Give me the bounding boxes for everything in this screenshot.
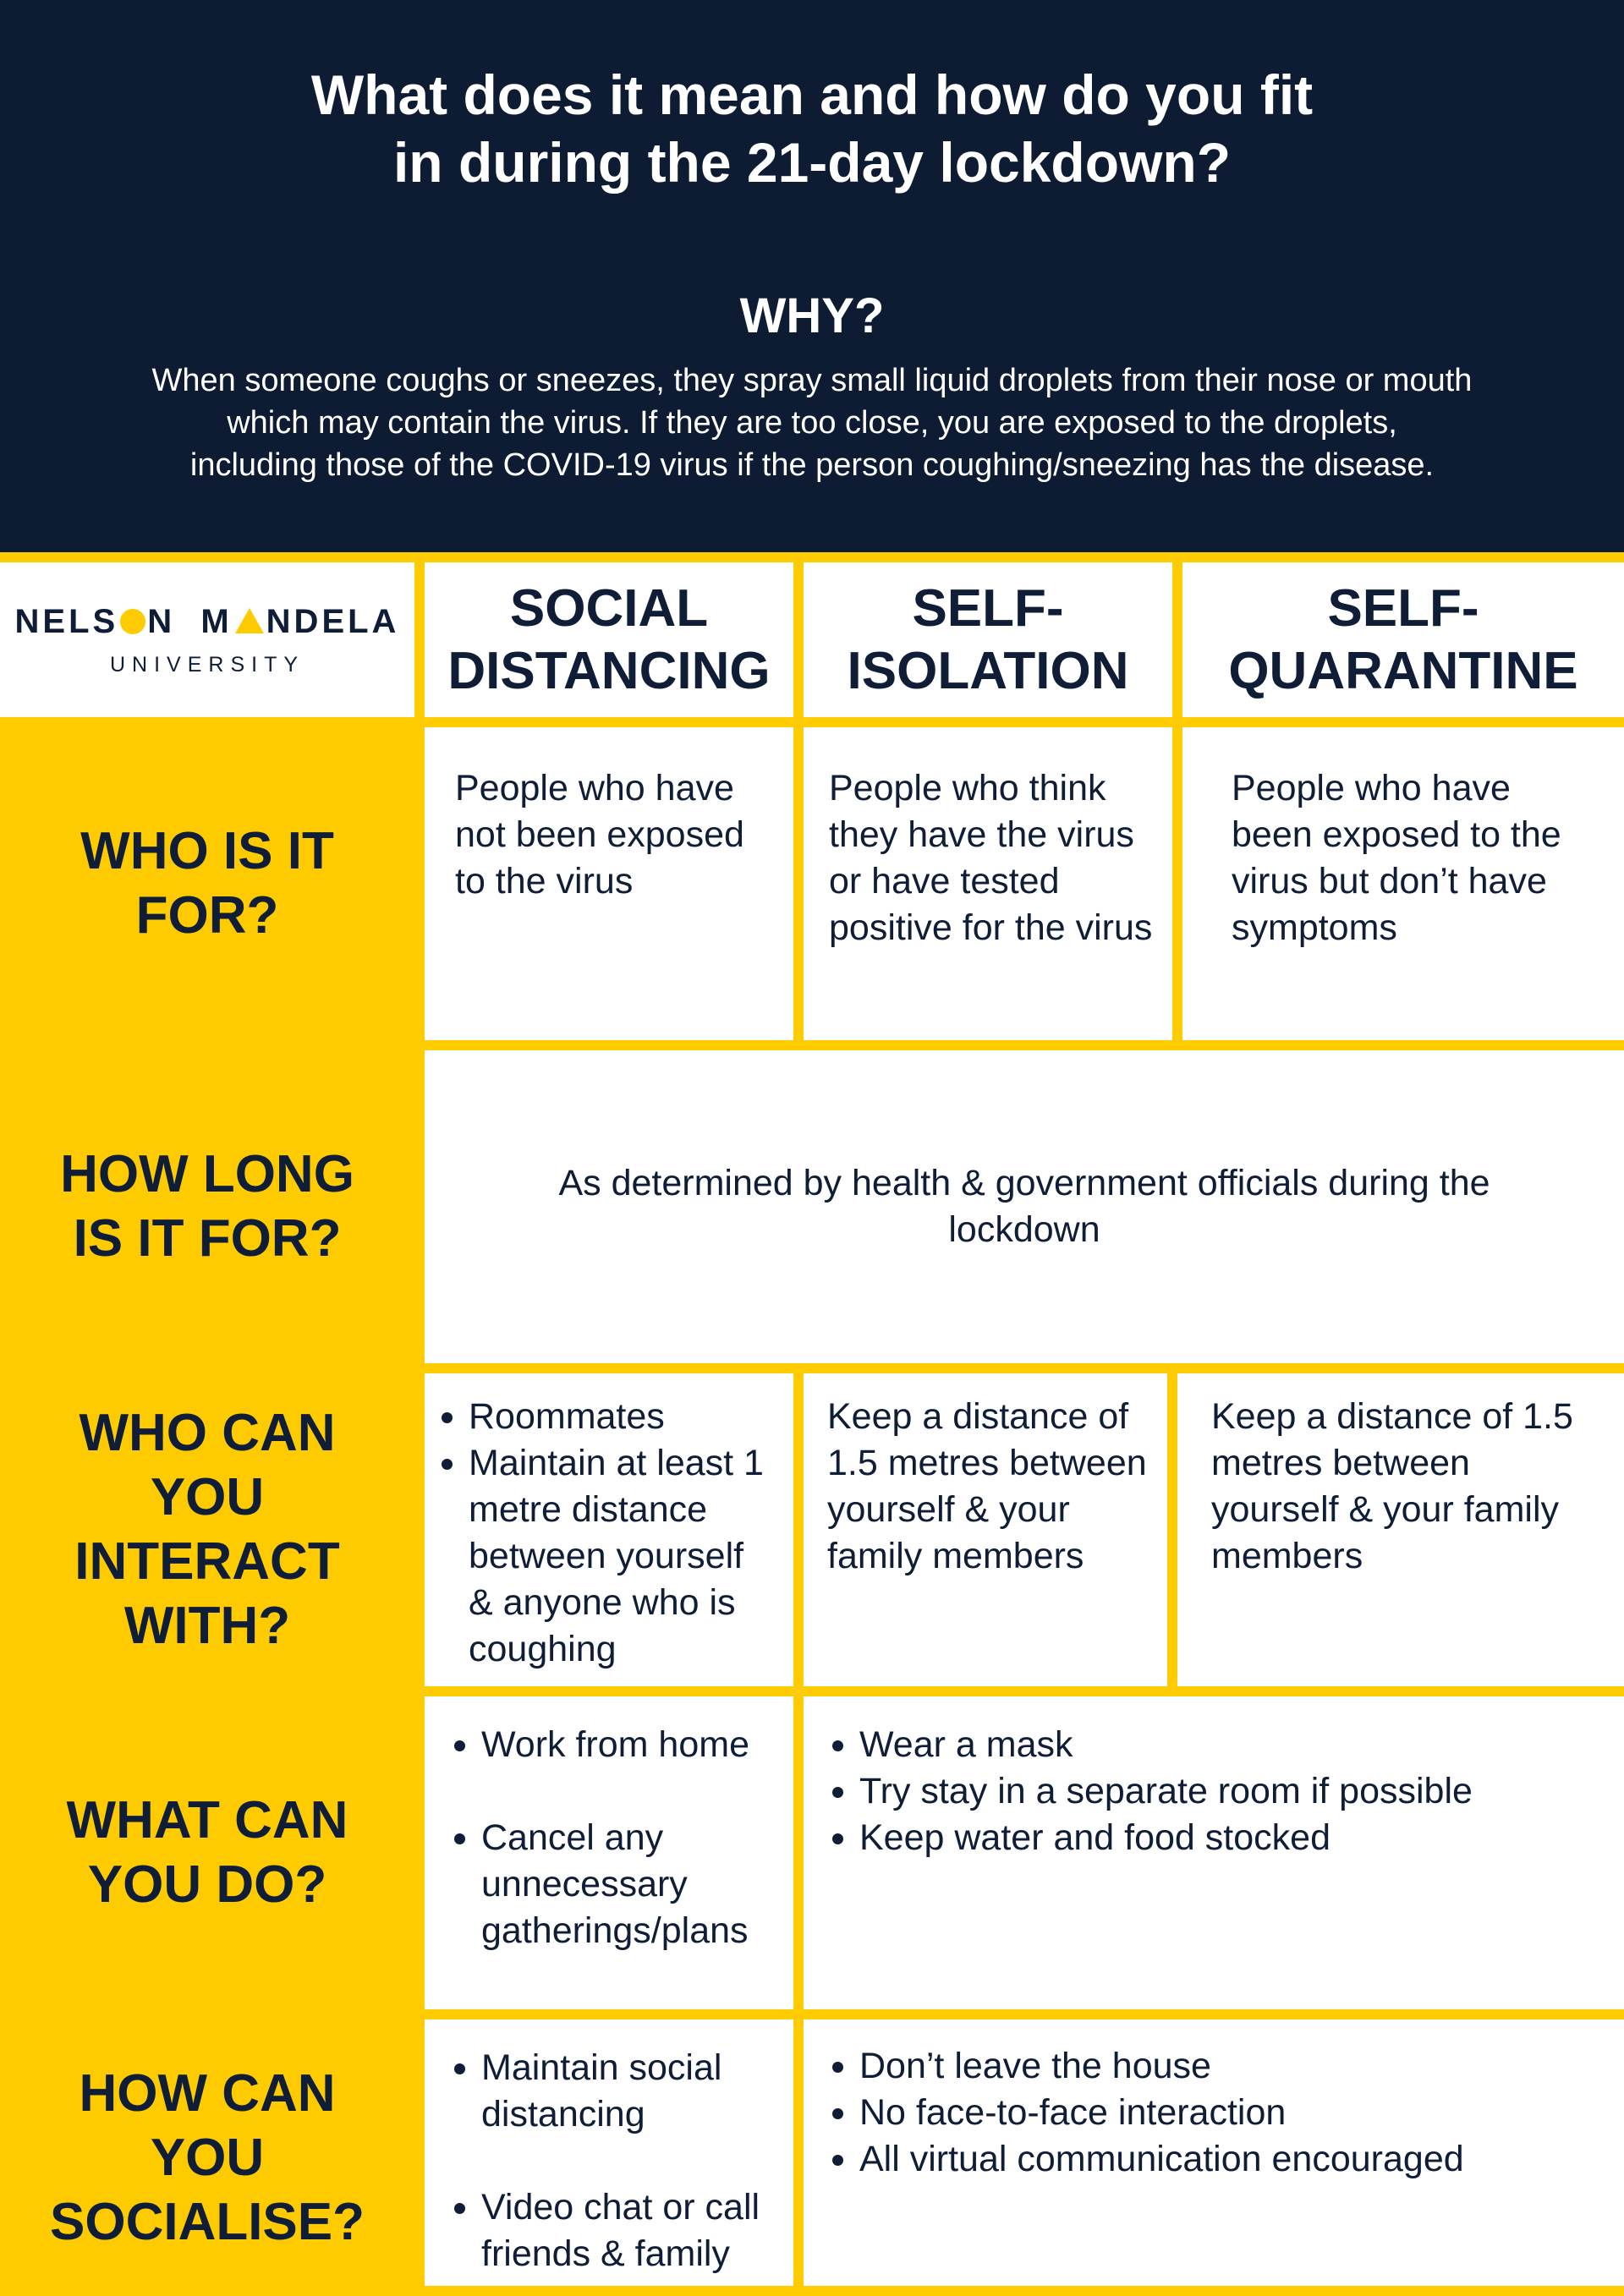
why-line-1: When someone coughs or sneezes, they spray small liquid droplets from their nose or mouth: [151, 363, 1473, 398]
socialise-social-list: [446, 2045, 780, 2277]
list-item: Keep water and food stocked: [824, 1815, 1590, 1861]
logo-dot-icon: [120, 609, 145, 634]
column-heading-self-quarantine: SELF- QUARANTINE: [1182, 562, 1624, 717]
row-label-what-do: WHAT CAN YOU DO?: [66, 1791, 348, 1914]
interact-social-list: [433, 1394, 775, 1673]
list-item: Maintain at least 1 metre distance between yourself & anyone who is coughing: [433, 1440, 775, 1673]
what-do-other-list: [824, 1722, 1590, 1861]
list-item: Maintain social distancing: [446, 2045, 780, 2138]
list-item: Try stay in a separate room if possible: [824, 1768, 1590, 1815]
what-do-social-list: [446, 1722, 780, 1954]
logo-text-part: NELS: [14, 602, 119, 640]
logo-wordmark: [15, 603, 400, 641]
logo-subtitle: UNIVERSITY: [109, 652, 305, 677]
socialise-other-list: [824, 2043, 1590, 2183]
list-item: All virtual communication encouraged: [824, 2136, 1590, 2183]
who-for-social-text: People who have not been exposed to the virus: [455, 768, 744, 901]
what-do-social-cell: [425, 1696, 793, 2009]
logo-text-part: NDELA: [266, 602, 400, 640]
interact-social-cell: [425, 1373, 793, 1686]
page-title: [0, 61, 1624, 196]
who-for-isolation-text: People who think they have the virus or have tested positive for the virus: [829, 768, 1153, 948]
row-label-socialise: HOW CAN YOU SOCIALISE?: [49, 2063, 365, 2251]
list-item: Don’t leave the house: [824, 2043, 1590, 2090]
interact-quarantine-cell: [1177, 1373, 1624, 1686]
row-label-how-long: HOW LONG IS IT FOR?: [60, 1145, 354, 1268]
column-heading-self-isolation: SELF- ISOLATION: [804, 562, 1172, 717]
what-do-other-cell: [804, 1696, 1624, 2009]
logo-text-part: N: [147, 602, 176, 640]
list-item: Video chat or call friends & family: [446, 2184, 780, 2277]
title-line-2: in during the 21-day lockdown?: [392, 131, 1232, 194]
interact-isolation-cell: [804, 1373, 1167, 1686]
list-item: Roommates: [433, 1394, 775, 1440]
interact-isolation-text: Keep a distance of 1.5 metres between yourself & your family members: [827, 1396, 1147, 1576]
who-for-social-cell: [425, 727, 793, 1040]
interact-quarantine-text: Keep a distance of 1.5 metres between yourself & your family members: [1211, 1396, 1573, 1576]
why-line-3: including those of the COVID-19 virus if the person coughing/sneezing has the disease.: [189, 447, 1435, 483]
column-heading-social-distancing: SOCIAL DISTANCING: [425, 562, 793, 717]
title-line-1: What does it mean and how do you fit: [310, 63, 1314, 126]
how-long-cell: [425, 1050, 1624, 1363]
who-for-isolation-cell: [804, 727, 1172, 1040]
who-for-quarantine-cell: [1182, 727, 1624, 1040]
why-line-2: which may contain the virus. If they are too close, you are exposed to the droplets,: [227, 405, 1397, 441]
university-logo: [0, 562, 414, 717]
logo-triangle-icon: [235, 608, 264, 633]
row-label-interact: WHO CAN YOU INTERACT WITH?: [74, 1404, 340, 1655]
list-item: Work from home: [446, 1722, 780, 1768]
logo-text-part: M: [200, 602, 233, 640]
list-item: No face-to-face interaction: [824, 2090, 1590, 2136]
who-for-quarantine-text: People who have been exposed to the virus but don’t have symptoms: [1232, 768, 1561, 948]
list-item: Wear a mask: [824, 1722, 1590, 1768]
header-banner: [0, 0, 1624, 552]
how-long-text: As determined by health & government officials during the lockdown: [558, 1163, 1490, 1250]
socialise-social-cell: [425, 2019, 793, 2286]
row-label-who-for: WHO IS IT FOR?: [80, 822, 334, 945]
list-item: Cancel any unnecessary gatherings/plans: [446, 1815, 780, 1954]
why-heading: WHY?: [739, 288, 885, 343]
why-paragraph: [51, 359, 1573, 486]
socialise-other-cell: [804, 2019, 1624, 2286]
